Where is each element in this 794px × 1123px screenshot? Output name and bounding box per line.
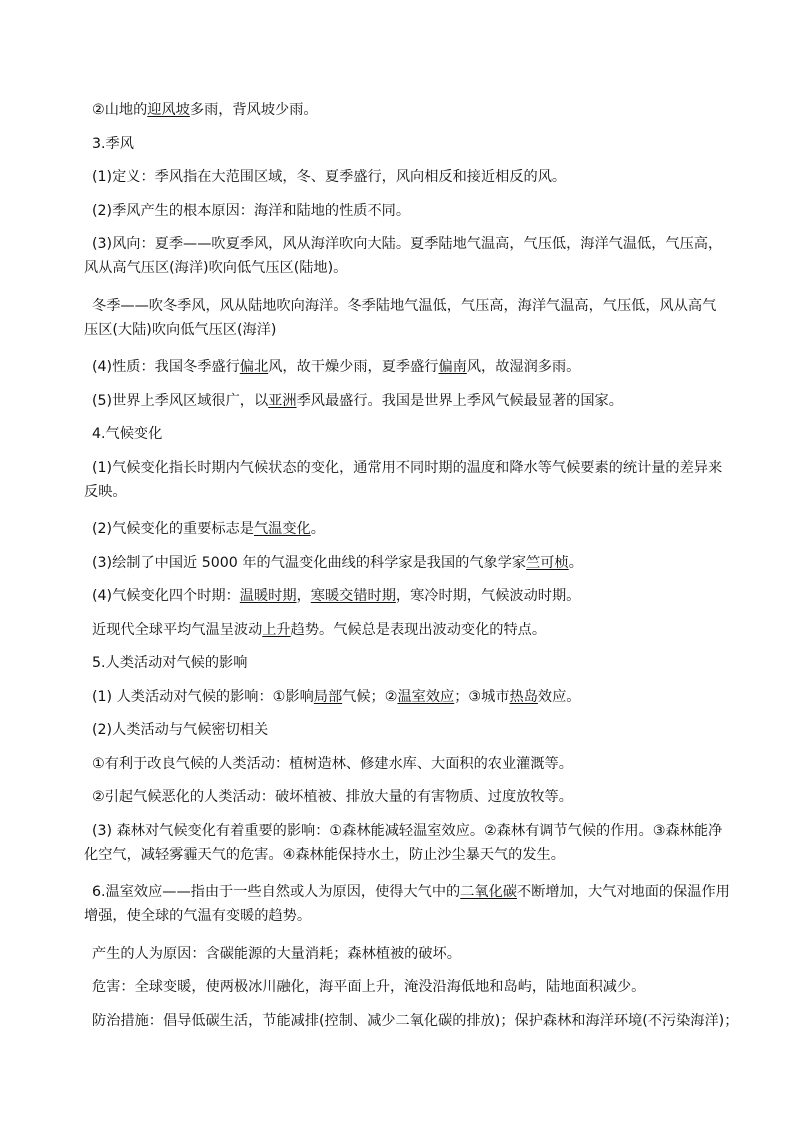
text-segment: (2)人类活动与气候密切相关	[92, 722, 269, 738]
text-line	[92, 232, 752, 256]
text-segment: (2)季风产生的根本原因：海洋和陆地的性质不同。	[92, 202, 411, 219]
text-line	[92, 785, 752, 809]
underlined-term: 偏南	[438, 359, 467, 375]
text-line	[92, 199, 752, 223]
text-segment: (1) 人类活动对气候的影响：①影响	[92, 688, 314, 705]
text-segment: ，寒冷时期，气候波动时期。	[395, 588, 581, 604]
text-segment: 化空气，减轻雾霾天气的危害。④森林能保持水土，防止沙尘暴天气的发生。	[84, 846, 565, 863]
underlined-term: 局部	[313, 688, 343, 705]
text-segment: ②引起气候恶化的人类活动：破坏植被、排放大量的有害物质、过度放牧等。	[92, 789, 573, 805]
text-segment: 3.季风	[92, 135, 134, 152]
text-segment: 冬季——吹冬季风，风从陆地吹向海洋。冬季陆地气温低，气压高，海洋气温高，气压低，风从高气	[92, 297, 717, 314]
text-segment: (1)定义：季风指在大范围区域，冬、夏季盛行，风向相反和接近相反的风。	[92, 169, 567, 185]
text-line	[92, 618, 752, 642]
text-line-continued	[84, 318, 752, 342]
text-segment: 不断增加，大气对地面的保温作用	[517, 884, 730, 900]
paragraph	[92, 618, 752, 642]
text-segment: ①有利于改良气候的人类活动：植树造林、修建水库、大面积的农业灌溉等。	[92, 755, 573, 772]
text-line	[92, 98, 752, 122]
underlined-term: 二氧化碳	[460, 884, 517, 900]
text-segment: (3)绘制了中国近 5000 年的气温变化曲线的科学家是我国的气象学家	[92, 554, 527, 571]
text-line	[92, 517, 752, 541]
text-segment: 风从高气压区(海洋)吹向低气压区(陆地)。	[84, 260, 348, 276]
text-segment: 产生的人为原因：含碳能源的大量消耗；森林植被的破坏。	[92, 945, 461, 962]
text-segment: ②山地的	[92, 102, 148, 118]
paragraph	[92, 685, 752, 709]
text-line	[92, 718, 752, 742]
text-line	[92, 880, 752, 904]
underlined-term: 气温变化	[253, 521, 311, 537]
text-segment: 季风最盛行。我国是世界上季风气候最显著的国家。	[296, 392, 623, 409]
underlined-term: 寒暖交错时期	[310, 588, 396, 604]
paragraph	[92, 98, 752, 122]
text-line	[92, 685, 752, 709]
text-line	[92, 389, 752, 413]
text-line	[92, 975, 752, 999]
text-segment: (3)风向：夏季——吹夏季风，风从海洋吹向大陆。夏季陆地气温高，气压低，海洋气温低，气压高，	[92, 236, 723, 252]
paragraph	[92, 199, 752, 223]
paragraph	[84, 819, 752, 867]
text-line	[92, 165, 752, 189]
text-segment: 4.气候变化	[92, 426, 163, 442]
text-segment: (3) 森林对气候变化有着重要的影响：①森林能减轻温室效应。②森林有调节气候的作用。③森林能净	[92, 822, 723, 839]
text-line	[92, 132, 752, 156]
text-line	[92, 551, 752, 575]
paragraph	[92, 718, 752, 742]
text-segment: (2)气候变化的重要标志是	[92, 521, 254, 537]
text-line-continued	[84, 256, 752, 280]
paragraph	[92, 651, 752, 675]
paragraph	[92, 942, 752, 966]
text-segment: 风，故湿润多雨。	[466, 359, 581, 375]
text-line	[92, 584, 752, 608]
text-segment: 压区(大陆)吹向低气压区(海洋)	[84, 321, 277, 338]
text-segment: 趋势。气候总是表现出波动变化的特点。	[290, 621, 547, 638]
text-line	[92, 456, 752, 480]
text-line	[92, 422, 752, 446]
paragraph	[92, 517, 752, 541]
underlined-term: 温暖时期	[239, 588, 297, 604]
text-segment: (4)气候变化四个时期：	[92, 588, 240, 604]
text-line	[92, 651, 752, 675]
paragraph	[84, 294, 752, 342]
paragraph	[84, 880, 752, 928]
text-segment: 危害：全球变暖，使两极冰川融化，海平面上升，淹没沿海低地和岛屿，陆地面积减少。	[92, 979, 646, 995]
paragraph	[92, 1009, 752, 1033]
paragraph	[92, 389, 752, 413]
text-line	[92, 1009, 752, 1033]
text-line-continued	[84, 904, 752, 928]
paragraph	[92, 785, 752, 809]
underlined-term: 上升	[262, 621, 291, 638]
text-segment: 近现代全球平均气温呈波动	[92, 621, 263, 638]
text-segment: 反映。	[84, 483, 127, 500]
text-segment: ；③城市	[454, 688, 510, 705]
paragraph	[92, 551, 752, 575]
text-segment: (5)世界上季风区域很广，以	[92, 392, 269, 409]
underlined-term: 温室效应	[397, 688, 455, 705]
text-segment: 气候；②	[342, 688, 398, 705]
text-segment: 风，故干燥少雨，夏季盛行	[268, 359, 439, 375]
underlined-term: 热岛	[509, 688, 538, 705]
text-segment: 增强，使全球的气温有变暖的趋势。	[84, 908, 312, 924]
paragraph	[92, 752, 752, 776]
paragraph	[92, 165, 752, 189]
text-segment: 效应。	[537, 688, 581, 705]
text-segment: ，	[296, 588, 311, 604]
text-line	[92, 819, 752, 843]
paragraph	[92, 422, 752, 446]
text-segment: 。	[568, 554, 583, 571]
underlined-term: 迎风坡	[147, 102, 190, 118]
text-line	[92, 752, 752, 776]
paragraph	[92, 355, 752, 379]
text-segment: 多雨，背风坡少雨。	[189, 102, 318, 118]
paragraph	[84, 456, 752, 504]
text-segment: (1)气候变化指长时期内气候状态的变化，通常用不同时期的温度和降水等气候要素的统计量的差异来	[92, 459, 723, 476]
text-line	[92, 942, 752, 966]
text-line-continued	[84, 480, 752, 504]
underlined-term: 偏北	[239, 359, 269, 375]
underlined-term: 竺可桢	[526, 554, 569, 571]
text-line	[92, 294, 752, 318]
paragraph	[84, 232, 752, 280]
paragraph	[92, 132, 752, 156]
paragraph	[92, 975, 752, 999]
text-line	[92, 355, 752, 379]
underlined-term: 亚洲	[268, 392, 297, 409]
text-segment: 5.人类活动对气候的影响	[92, 655, 248, 671]
text-segment: 。	[310, 521, 325, 537]
paragraph	[92, 584, 752, 608]
text-segment: (4)性质：我国冬季盛行	[92, 359, 240, 375]
text-line-continued	[84, 843, 752, 867]
text-segment: 6.温室效应——指由于一些自然或人为原因，使得大气中的	[92, 884, 461, 900]
text-segment: 防治措施：倡导低碳生活，节能减排(控制、减少二氧化碳的排放)；保护森林和海洋环境(不污染海洋)；	[92, 1012, 739, 1029]
